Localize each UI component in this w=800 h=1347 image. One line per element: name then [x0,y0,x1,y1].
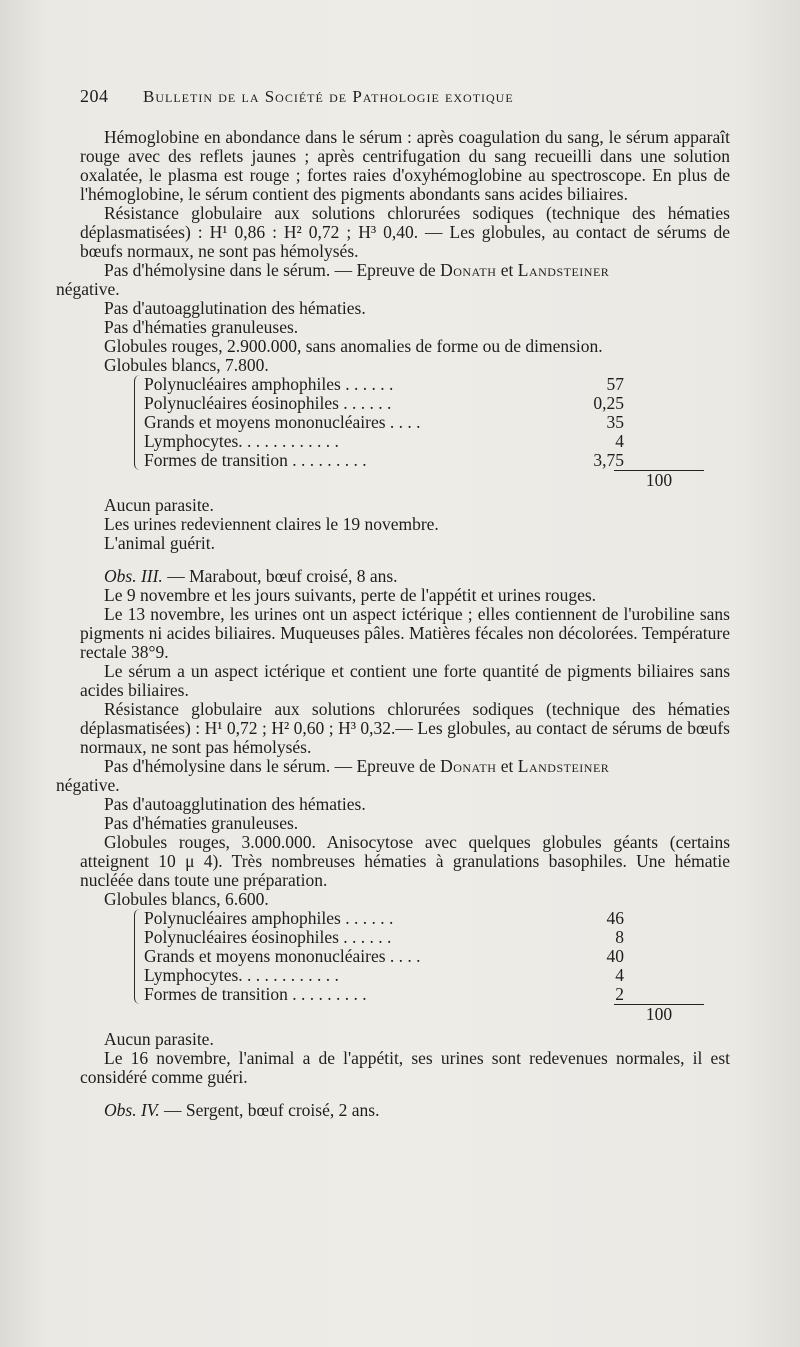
paragraph: L'animal guérit. [104,533,216,553]
table-row: Formes de transition . . . . . . . . . 3,75 [144,450,624,470]
brace [134,375,143,470]
table-row: Formes de transition . . . . . . . . . 2 [144,984,624,1004]
page-number: 204 [80,86,109,106]
paragraph: Résistance globulaire aux solutions chlorurées sodiques (technique des hématies déplasmatisées) : H¹ 0,72 ; H² 0,60 ; H³ 0,32.— Les globules, au contact de sérums de bœufs normaux, ne sont pas hémolysés. [80,699,730,757]
body-text [56,127,730,1120]
table-row: Polynucléaires éosinophiles . . . . . . 8 [144,927,624,947]
table-row: Polynucléaires amphophiles . . . . . . 57 [144,374,624,394]
observation-heading: Obs. III. — Marabout, bœuf croisé, 8 ans. [104,566,398,586]
paragraph: Globules blancs, 6.600. [104,889,269,909]
leucocyte-table-1 [144,375,704,490]
paragraph: Pas d'autoagglutination des hématies. [104,794,366,814]
paragraph: Résistance globulaire aux solutions chlorurées sodiques (technique des hématies déplasmatisées) : H¹ 0,86 : H² 0,72 ; H³ 0,40. — Les globules, au contact de sérums de bœufs normaux, ne sont pas hémolysés. [80,203,730,261]
paragraph: Globules blancs, 7.800. [104,355,269,375]
table-row: Polynucléaires amphophiles . . . . . . 46 [144,908,624,928]
paragraph: Pas d'hémolysine dans le sérum. — Epreuve de Donath et Landsteiner négative. [56,756,610,795]
table-row: Lymphocytes. . . . . . . . . . . . 4 [144,431,624,451]
paragraph: Le sérum a un aspect ictérique et contient une forte quantité de pigments biliaires sans acides biliaires. [80,661,730,700]
paragraph: Pas d'hématies granuleuses. [104,317,299,337]
table-row: Grands et moyens mononucléaires . . . . 40 [144,946,624,966]
paragraph: Aucun parasite. [104,495,214,515]
table-row: Grands et moyens mononucléaires . . . . 35 [144,412,624,432]
paragraph: Le 13 novembre, les urines ont un aspect ictérique ; elles contiennent de l'urobiline sans pigments ni acides biliaires. Muqueuses pâles. Matières fécales non décolorées. Température rectale 38°9. [80,604,730,662]
paragraph: Globules rouges, 2.900.000, sans anomalies de forme ou de dimension. [104,336,603,356]
paragraph: Pas d'hématies granuleuses. [104,813,299,833]
observation-heading: Obs. IV. — Sergent, bœuf croisé, 2 ans. [104,1100,380,1120]
brace [134,909,143,1004]
table-row: Polynucléaires éosinophiles . . . . . . 0,25 [144,393,624,413]
paragraph: Les urines redeviennent claires le 19 novembre. [104,514,439,534]
journal-title: Bulletin de la Société de Pathologie exotique [143,87,514,106]
paragraph: Pas d'hémolysine dans le sérum. — Epreuve de Donath et Landsteiner négative. [56,260,610,299]
running-header [80,86,720,107]
table-row: Lymphocytes. . . . . . . . . . . . 4 [144,965,624,985]
paragraph: Hémoglobine en abondance dans le sérum : après coagulation du sang, le sérum apparaît rouge avec des reflets jaunes ; après centrifugation du sang recueilli dans une solution oxalatée, le plasma est rouge ; fortes raies d'oxyhémoglobine au spectroscope. En plus de l'hémoglobine, le sérum contient des pigments abondants sans acides biliaires. [80,127,730,204]
table-total: 100 [645,470,673,490]
leucocyte-table-2 [144,909,704,1024]
paragraph: Globules rouges, 3.000.000. Anisocytose avec quelques globules géants (certains atteignent 10 μ 4). Très nombreuses hématies à granulations basophiles. Une hématie nucléée dans toute une préparation. [80,832,730,890]
paragraph: Le 16 novembre, l'animal a de l'appétit, ses urines sont redevenues normales, il est considéré comme guéri. [80,1048,730,1087]
paragraph: Aucun parasite. [104,1029,214,1049]
table-total: 100 [645,1004,673,1024]
paragraph: Le 9 novembre et les jours suivants, perte de l'appétit et urines rouges. [104,585,597,605]
paragraph: Pas d'autoagglutination des hématies. [104,298,366,318]
